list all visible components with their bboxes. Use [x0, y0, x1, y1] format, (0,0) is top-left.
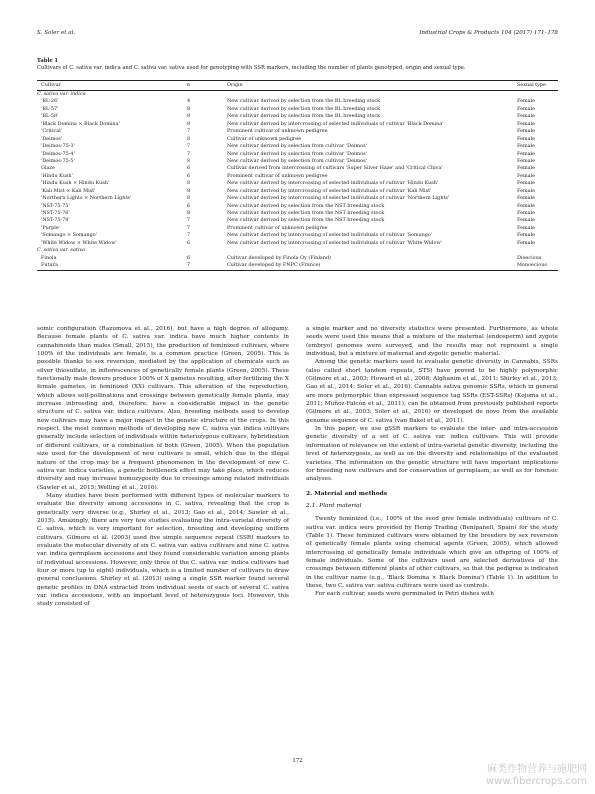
cell-origin: New cultivar derived by intercrossing of selected individuals of cultivar 'Kali Mist' [227, 187, 432, 194]
column-header-origin: Origin [227, 82, 243, 88]
table-row [37, 203, 558, 210]
table-row [37, 136, 558, 143]
cell-sexual-type: Female [517, 165, 536, 172]
cell-origin: Cultivar developed by FNPC (France) [227, 262, 321, 269]
cell-origin: New cultivar derived by intercrossing of selected individuals of cultivar 'Black Domina' [227, 120, 444, 127]
cell-origin: Cultivar derived from intercrossing of cultivars 'Super Silver Haze' and 'Critical Chiva' [227, 165, 443, 172]
table-label: Table 1 [37, 58, 59, 64]
cell-sexual-type: Female [517, 172, 536, 179]
cell-n: 6 [187, 172, 191, 179]
cell-n: 8 [187, 120, 191, 127]
cultivar-table [37, 80, 558, 271]
cell-origin: New cultivar derived by selection from the BL breeding stock [227, 113, 381, 120]
cell-cultivar: 'Purple' [41, 224, 61, 231]
cell-origin: New cultivar derived by selection from the BL breeding stock [227, 105, 381, 112]
cell-n: 8 [187, 210, 191, 216]
cell-cultivar: 'NST-75-76' [41, 210, 70, 216]
cell-cultivar: 'BL-58' [41, 113, 59, 120]
page-number: 172 [292, 758, 303, 764]
table-row [37, 210, 558, 217]
cell-origin: New cultivar derived by selection from the NST breeding stock [227, 202, 385, 209]
table-row [37, 173, 558, 180]
table-body [37, 91, 558, 270]
cell-cultivar: 'Somango × Somango' [41, 232, 98, 239]
table-row [37, 165, 558, 172]
table-row [37, 217, 558, 224]
cell-sexual-type: Female [517, 157, 536, 164]
cell-origin: New cultivar derived by intercrossing of selected individuals of cultivar 'Northern Lights' [227, 195, 450, 202]
table-group-label: C. sativa var. sativa [37, 247, 86, 254]
cell-n: 7 [187, 143, 191, 150]
cell-n: 8 [187, 195, 191, 202]
cell-cultivar: 'Northern Lights × Northern Lights' [41, 195, 132, 202]
cell-cultivar: 'Critical' [41, 128, 63, 135]
cell-cultivar: 'Hindu Kush' [41, 172, 73, 179]
column-header-cultivar: Cultivar [41, 82, 62, 88]
subsection-heading: 2.1. Plant material [306, 502, 362, 509]
table-row [37, 128, 558, 135]
cell-cultivar: 'BL-26' [41, 98, 59, 105]
cell-cultivar: 'Deimos-75-4' [41, 150, 75, 157]
cell-origin: Cultivar of unknown pedigree [227, 135, 302, 142]
cell-n: 6 [187, 165, 191, 172]
column-header-n: n [187, 82, 191, 88]
watermark-url: www.fibercrops.com [485, 776, 587, 787]
table-group-row [37, 91, 558, 98]
cell-n: 6 [187, 202, 191, 209]
cell-sexual-type: Female [517, 210, 536, 216]
cell-origin: New cultivar derived by intercrossing of selected individuals of cultivar 'Hindu Kush' [227, 180, 439, 187]
cell-sexual-type: Female [517, 105, 536, 112]
cell-sexual-type: Female [517, 128, 536, 135]
cell-origin: Cultivar developed by Finola Oy (Finland) [227, 254, 332, 261]
table-caption-text: Cultivars of C. sativa var. indica and C. sativa var. sativa used for genotyping with SSR markers, including the number of plants genotyped, origin and sexual type. [37, 65, 466, 72]
cell-n: 6 [187, 254, 191, 261]
cell-sexual-type: Female [517, 224, 536, 231]
cell-cultivar: 'Deimos' [41, 135, 63, 142]
right-text-column [306, 325, 558, 599]
cell-n: 7 [187, 217, 191, 224]
cell-cultivar: Finola [41, 254, 57, 261]
cell-cultivar: 'Hindu Kush × Hindu Kush' [41, 180, 110, 187]
cell-n: 8 [187, 187, 191, 194]
body-paragraph: a single marker and no diversity statistics were presented. Furthermore, as whole seeds were used this means that a mixture of the maternal (endosperm) and zygote (embryo) genomes were surveyed, and the results may not represent a single individual, but a mixture of maternal and zygotic genetic material. [306, 326, 558, 358]
table-group-row [37, 247, 558, 254]
cell-sexual-type: Female [517, 202, 536, 209]
section-heading: 2. Material and methods [306, 489, 388, 497]
table-bottom-rule [37, 270, 558, 271]
table-row [37, 121, 558, 128]
cell-sexual-type: Female [517, 120, 536, 127]
column-header-sexual-type: Sexual type [517, 82, 546, 88]
watermark [486, 764, 587, 788]
cell-n: 7 [187, 128, 191, 135]
cell-cultivar: 'NST-75-75' [41, 202, 70, 209]
cell-sexual-type: Female [517, 239, 536, 246]
cell-origin: New cultivar derived by selection from cultivar 'Deimos' [227, 157, 367, 164]
table-row [37, 240, 558, 247]
table-row [37, 188, 558, 195]
cell-origin: New cultivar derived by selection from the NST breeding stock [227, 210, 385, 216]
cell-n: 7 [187, 224, 191, 231]
cell-n: 8 [187, 135, 191, 142]
table-row [37, 106, 558, 113]
cell-origin: Prominent cultivar of unknown pedigree [227, 224, 328, 231]
table-row [37, 98, 558, 105]
cell-origin: Prominent cultivar of unknown pedigree [227, 128, 328, 135]
cell-sexual-type: Female [517, 217, 536, 224]
cell-origin: New cultivar derived by selection from cultivar 'Deimos' [227, 143, 367, 150]
cell-n: 7 [187, 232, 191, 239]
table-group-label: C. sativa var. indica [37, 91, 86, 97]
cell-sexual-type: Female [517, 150, 536, 157]
cell-origin: New cultivar derived by intercrossing of selected individuals of cultivar 'Somango' [227, 232, 433, 239]
cell-sexual-type: Female [517, 143, 536, 150]
table-row [37, 151, 558, 158]
cell-sexual-type: Female [517, 232, 536, 239]
cell-origin: Prominent cultivar of unknown pedigree [227, 172, 328, 179]
cell-n: 8 [187, 113, 191, 120]
table-row [37, 225, 558, 232]
body-paragraph: For each cultivar, seeds were germinated in Petri dishes with [315, 591, 494, 598]
cell-sexual-type: Female [517, 135, 536, 142]
cell-sexual-type: Female [517, 195, 536, 202]
cell-n: 8 [187, 157, 191, 164]
cell-origin: New cultivar derived by intercrossing of selected individuals of cultivar 'White Widow' [227, 239, 443, 246]
cell-cultivar: 'Deimos-75-3' [41, 143, 75, 150]
table-row [37, 262, 558, 269]
cell-n: 7 [187, 262, 191, 269]
body-paragraph: Many studies have been performed with different types of molecular markers to evaluate the diversity among accessions in C. sativa, revealing that the crop is genetically very diverse (e.g., Shirley et al., 2013; Gao et al., 2014; Sawler et al., 2015). Amazingly, there are very few studies evaluating the intra-varietal diversity of C. sativa, which is very important for selection, breeding and developing uniform cultivars. Gilmore et al. (2003) used five simple sequence repeat (SSR) markers to evaluate the molecular diversity of six C. sativa var. sativa cultivars and nine C. sativa var. indica germplasm accessions and they found considerable variation among plants of individual accessions. However, only three of the C. sativa var. indica cultivars had four or more (up to eight) individuals, which is a limited number of cultivars to draw general conclusions. Shirley et al. (2013) using a single SSR marker found several genetic profiles in DNA extracted from individual seeds of each of several C. sativa var. indica accessions, with an important level of heterozygous loci. However, this study consisted of [37, 492, 289, 608]
running-header [37, 30, 558, 42]
cell-sexual-type: Dioecious [517, 254, 542, 261]
cell-n: 4 [187, 98, 191, 105]
body-paragraph: Twenty feminized (i.e., 100% of the seed give female individuals) cultivars of C. sativa var. indica were provided by Hemp Trading (Benipanell, Spain) for the study (Table 1). These feminized cultivars were obtained by the breeders by sex reversion of genetically female plants using chemical agents (Green, 2005), which allowed intercrossing of genetically female individuals which give an offspring of 100% of female individuals. Some of the cultivars used are selected derivatives of the crossings between different plants of other cultivars, so that the pedigree is indicated in the cultivar name (e.g., 'Black Domina × Black Domina') (Table 1). In addition to these, two C. sativa var. sativa cultivars were used as controls. [306, 516, 558, 589]
cell-n: 6 [187, 239, 191, 246]
cell-cultivar: 'NST-75-78' [41, 217, 70, 224]
header-authors: S. Soler et al. [37, 30, 76, 36]
cell-cultivar: Glaze [41, 165, 55, 172]
header-journal: Industrial Crops & Products 104 (2017) 171–178 [419, 30, 558, 36]
table-row [37, 143, 558, 150]
table-row [37, 180, 558, 187]
body-paragraph: In this paper, we use gSSR markers to evaluate the inter- and intra-accession genetic diversity of a set of C. sativa var. indica cultivars. This will provide information of relevance on the extent of intra-varietal genetic diversity, including the level of heterozygosis, as well as on the diversity and relationships of the evaluated varieties. The information on the genetic structure will have important implications for breeding new cultivars and for conservation of germplasm, as well as for forensic analyses. [306, 426, 558, 483]
cell-origin: New cultivar derived by selection from the NST breeding stock [227, 217, 385, 224]
table-row [37, 158, 558, 165]
table-row [37, 195, 558, 202]
watermark-title: 麻类作物营养与施肥网 [487, 764, 587, 775]
cell-cultivar: 'Black Domina × Black Domina' [41, 120, 120, 127]
cell-n: 8 [187, 180, 191, 187]
cell-n: 7 [187, 150, 191, 157]
table-row [37, 232, 558, 239]
table-row [37, 113, 558, 120]
cell-sexual-type: Female [517, 180, 536, 187]
body-paragraph: Among the genetic markers used to evaluate genetic diversity in Cannabis, SSRs (also called short tandem repeats, STS) have proved to be highly polymorphic (Gilmore et al., 2003; Howard et al., 2008; Alghanim et al., 2011; Shirley et al., 2013; Gao et al., 2014; Soler et al., 2016). Cannabis sativa genomic SSRs, which in general are more polymorphic than expressed sequence tag SSRs (EST-SSRs) (Kojoma et al., 2011; Muñoz-Falcón et al., 2011), can be obtained from previously published reports (Gilmore et al., 2003; Soler et al., 2016) or developed de novo from the available genome sequence of C. sativa (van Bakel et al., 2011). [306, 359, 558, 424]
cell-cultivar: 'Kali Mist × Kali Mist' [41, 187, 96, 194]
body-paragraph: somic configuration (Razumova et al., 2016), but have a high degree of allogamy. Because female plants of C. sativa var. indica have much higher contents in cannabinoids than males (Small, 2015), the production of feminized cultivars, where 100% of the individuals are female, is a common practice (Green, 2005). This is possible thanks to sex reversion, mediated by the application of chemicals such as silver thiosulfate, in inflorescences of genetically female plants (Green, 2005). These functionally male flowers produce 100% of X gametes resulting, after fertilizing the X female gametes, in feminized (XX) cultivars. This alteration of the reproduction, which allows self-pollinations and crossings between genetically female plants, may increase inbreeding and, therefore, have a considerable impact in the genetic structure of C. sativa var. indica cultivars. Also, breeding methods used to develop new cultivars may have a major impact in the genetic structure of the crops. In this respect, the most common methods of developing new C. sativa var. indica cultivars generally include selection of individuals within heterozygous cultivars, hybridization of different cultivars, or a combination of both (Green, 2005). When the population size used for the development of new cultivars is small, which due to the illegal nature of the crop may be a frequent phenomenon in the development of new C. sativa var. indica varieties, a genetic bottleneck effect may take place, which reduces diversity and may increase homozygosity due to crossings among related individuals (Sawler et al., 2015; Welling et al., 2016). [37, 326, 289, 491]
cell-sexual-type: Female [517, 113, 536, 120]
cell-origin: New cultivar derived by selection from the BL breeding stock [227, 98, 381, 105]
cell-cultivar: 'BL-57' [41, 105, 59, 112]
table-row [37, 255, 558, 262]
cell-cultivar: 'White Widow × White Widow' [41, 239, 117, 246]
cell-origin: New cultivar derived by selection from cultivar 'Deimos' [227, 150, 367, 157]
cell-cultivar: 'Deimos-75-5' [41, 157, 75, 164]
cell-cultivar: Futura [41, 262, 58, 269]
cell-sexual-type: Female [517, 187, 536, 194]
cell-sexual-type: Monoecious [517, 262, 547, 269]
cell-sexual-type: Female [517, 98, 536, 105]
left-text-column [37, 325, 289, 609]
table-header-row [37, 81, 558, 90]
cell-n: 8 [187, 105, 191, 112]
table-caption [37, 58, 558, 72]
